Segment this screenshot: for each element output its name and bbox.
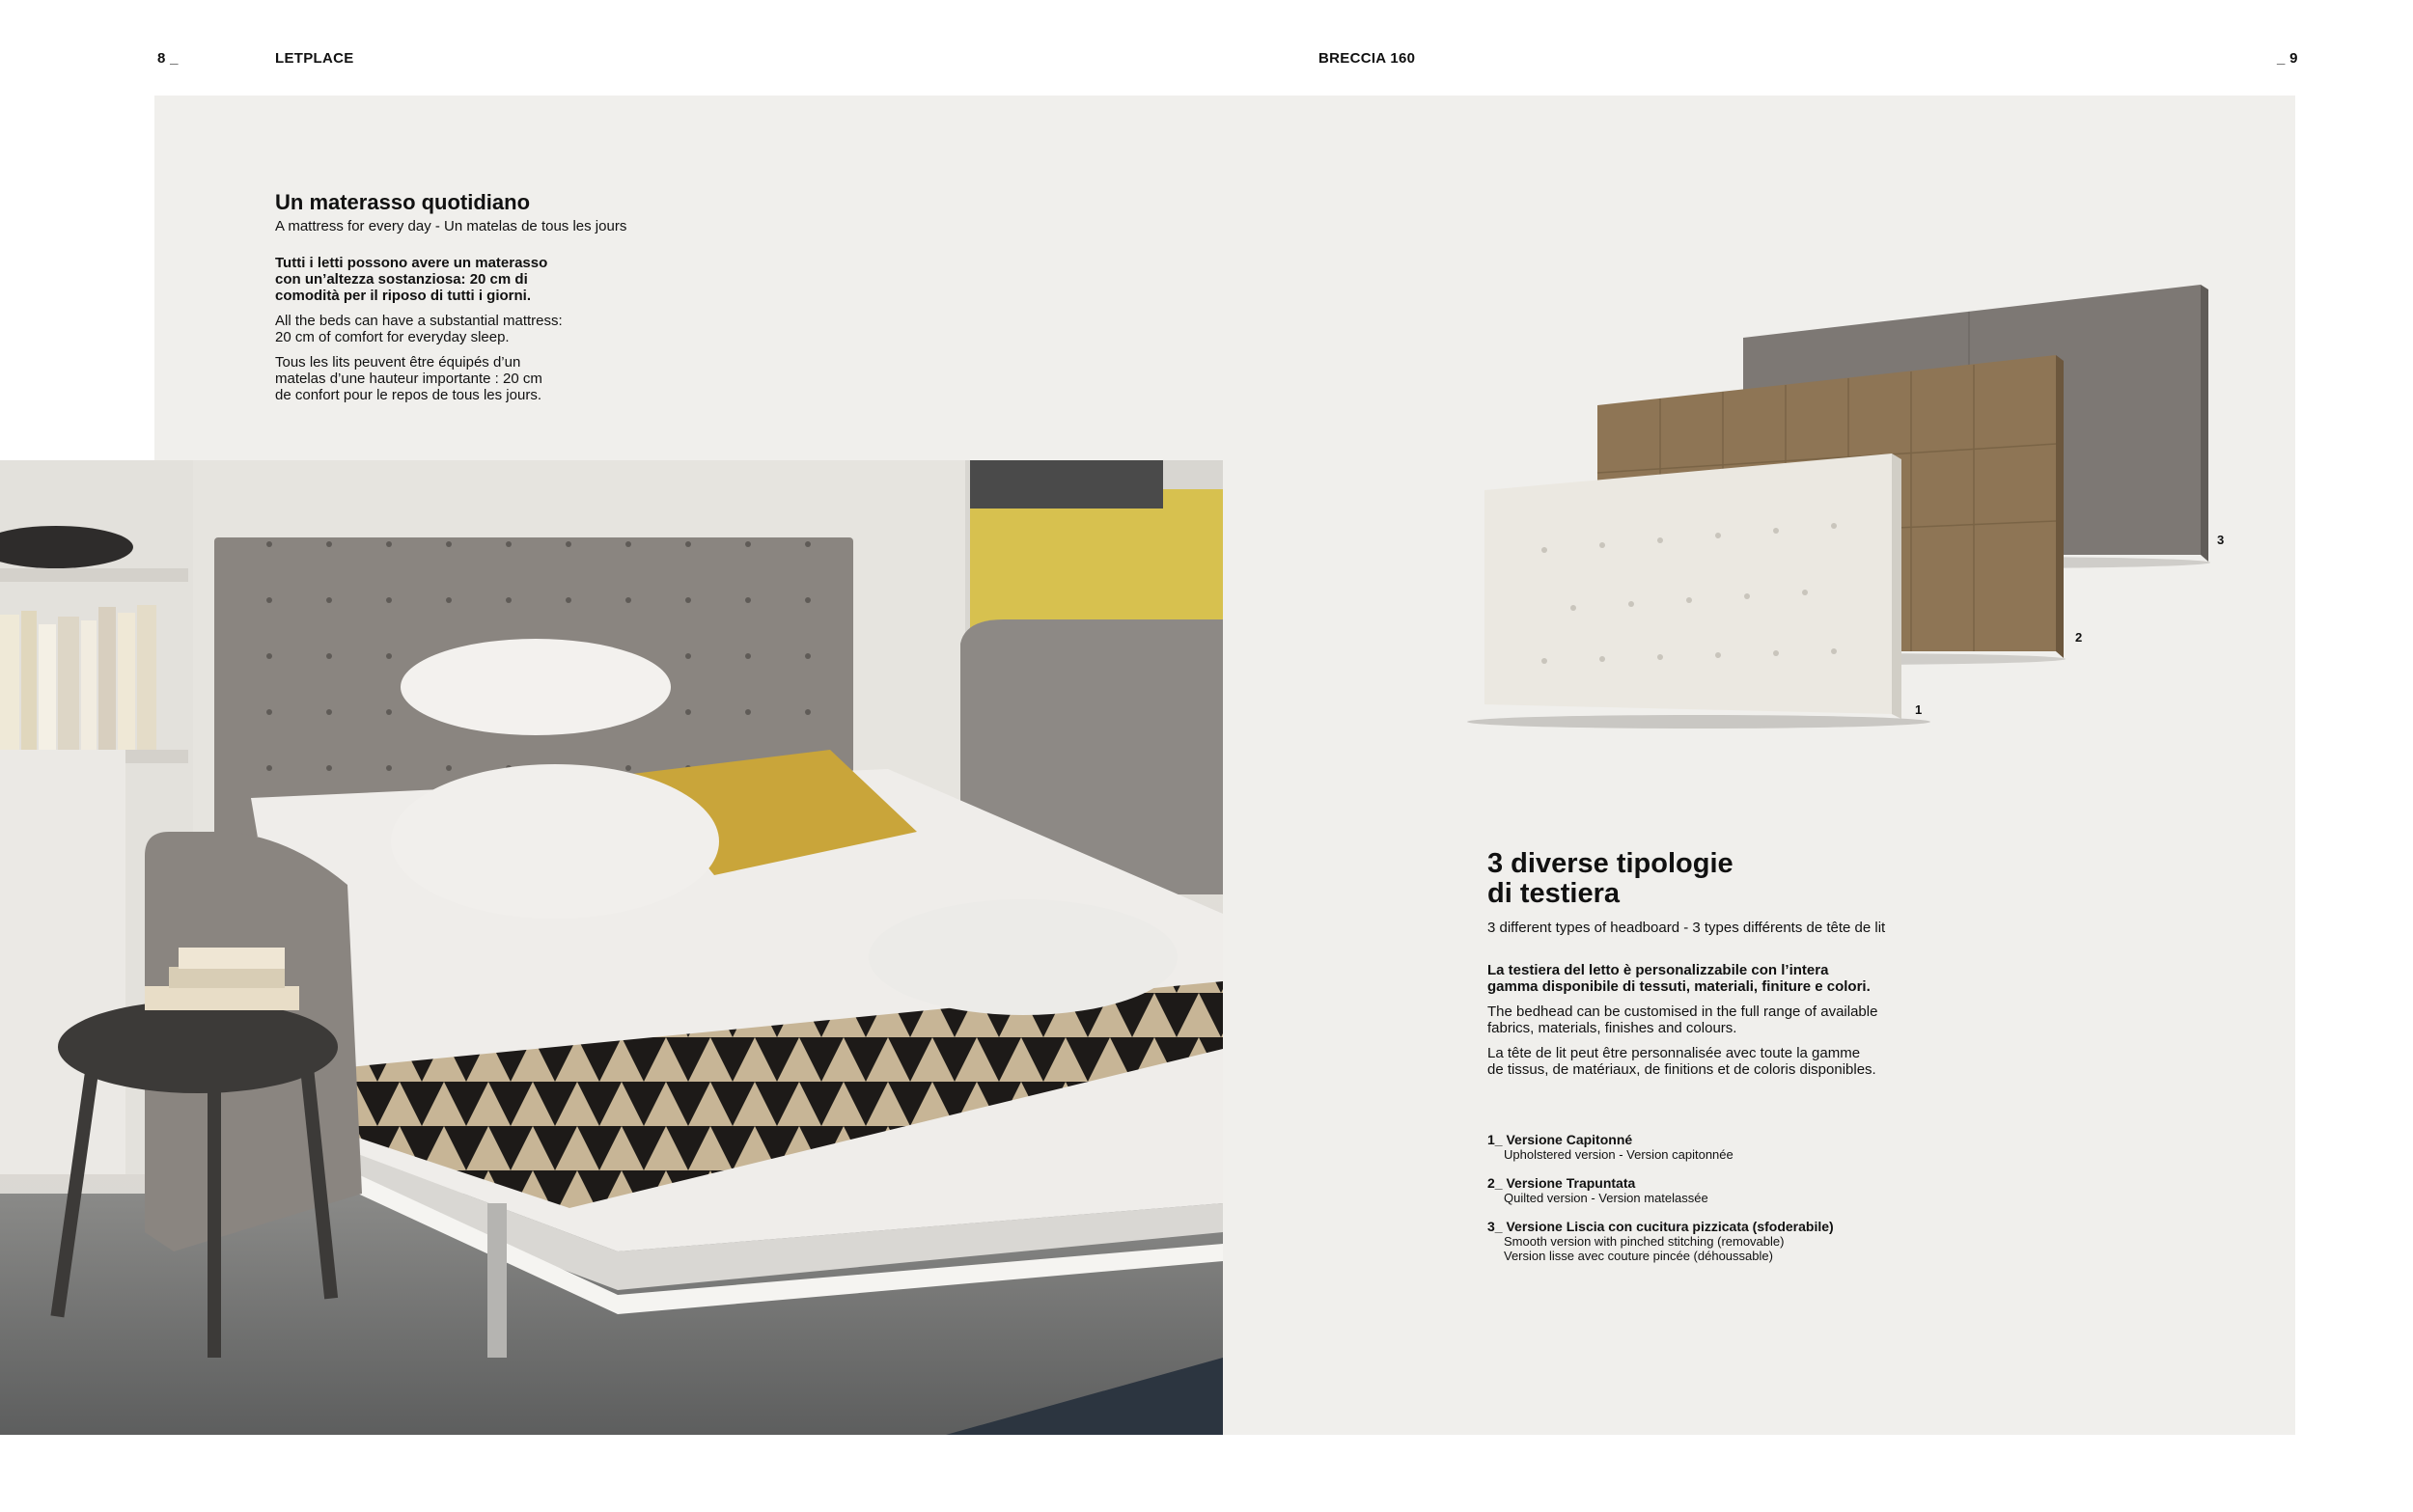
- text-line: comodità per il riposo di tutti i giorni.: [275, 288, 531, 304]
- version-number: 2_: [1487, 1175, 1503, 1191]
- headboard-title-line: 3 diverse tipologie: [1487, 848, 1733, 879]
- brand-label: LETPLACE: [275, 50, 354, 67]
- pillow: [401, 639, 671, 735]
- record-player: [970, 460, 1163, 509]
- page-number-right: _ 9: [2277, 50, 2298, 67]
- version-number: 1_: [1487, 1132, 1503, 1147]
- version-item: [1487, 1132, 2028, 1162]
- version-list: [1487, 1132, 2028, 1263]
- mattress-en-text: [275, 313, 690, 345]
- page-number-left: 8 _: [157, 50, 179, 67]
- headboard-label-2: 2: [2075, 630, 2083, 645]
- version-desc: Smooth version with pinched stitching (removable): [1504, 1234, 1785, 1249]
- version-desc: Version lisse avec couture pincée (déhoussable): [1504, 1249, 1773, 1263]
- text-line: Tous les lits peuvent être équipés d’un: [275, 354, 521, 371]
- mattress-section: [275, 189, 690, 403]
- fluffy-cushion-2: [869, 899, 1178, 1015]
- version-desc: Quilted version - Version matelassée: [1504, 1191, 1708, 1205]
- bed-illustration: [0, 460, 1223, 1435]
- text-line: 20 cm of comfort for everyday sleep.: [275, 329, 510, 345]
- text-line: fabrics, materials, finishes and colours.: [1487, 1020, 1737, 1036]
- version-title: Versione Trapuntata: [1506, 1175, 1636, 1191]
- headboard-label-1: 1: [1915, 702, 1923, 717]
- headboard-subtitle: 3 different types of headboard - 3 types différents de tête de lit: [1487, 920, 1886, 936]
- text-line: de tissus, de matériaux, de finitions et de coloris disponibles.: [1487, 1061, 1876, 1078]
- text-line: gamma disponibile di tessuti, materiali, finiture e colori.: [1487, 978, 1871, 995]
- text-line: The bedhead can be customised in the full range of available: [1487, 1003, 1878, 1020]
- version-item: [1487, 1219, 2028, 1263]
- side-table: [58, 1001, 338, 1093]
- mattress-fr-text: [275, 354, 690, 403]
- mattress-subtitle: A mattress for every day - Un matelas de tous les jours: [275, 218, 627, 234]
- model-label: BRECCIA 160: [1318, 50, 1416, 67]
- headboard-title: [1487, 849, 2028, 909]
- version-title: Versione Capitonné: [1506, 1132, 1633, 1147]
- text-line: Tutti i letti possono avere un materasso: [275, 255, 548, 271]
- headboard-label-3: 3: [2217, 533, 2225, 547]
- bed-leg: [487, 1203, 507, 1358]
- version-title: Versione Liscia con cucitura pizzicata (sfoderabile): [1506, 1219, 1834, 1234]
- version-item: [1487, 1175, 2028, 1205]
- text-line: con un’altezza sostanziosa: 20 cm di: [275, 271, 528, 288]
- headboard-capitonne: [1484, 454, 1892, 714]
- mattress-bold-text: [275, 255, 690, 304]
- headboard-en-text: [1487, 1003, 2028, 1036]
- text-line: La tête de lit peut être personnalisée avec toute la gamme: [1487, 1045, 1861, 1061]
- text-line: matelas d’une hauteur importante : 20 cm: [275, 371, 542, 387]
- headboard-section: [1487, 849, 2028, 1277]
- text-line: All the beds can have a substantial mattress:: [275, 313, 563, 329]
- text-line: La testiera del letto è personalizzabile con l’intera: [1487, 962, 1829, 978]
- headboard-title-line: di testiera: [1487, 878, 1620, 909]
- headboards-illustration: [1467, 280, 2239, 743]
- mattress-title: Un materasso quotidiano: [275, 190, 531, 214]
- headboard-bold-text: [1487, 962, 2028, 995]
- text-line: de confort pour le repos de tous les jours.: [275, 387, 541, 403]
- books: [145, 986, 299, 1010]
- version-number: 3_: [1487, 1219, 1503, 1234]
- version-desc: Upholstered version - Version capitonnée: [1504, 1147, 1733, 1162]
- fluffy-cushion: [391, 764, 719, 919]
- bedroom-photo: [0, 460, 1223, 1435]
- headboard-fr-text: [1487, 1045, 2028, 1078]
